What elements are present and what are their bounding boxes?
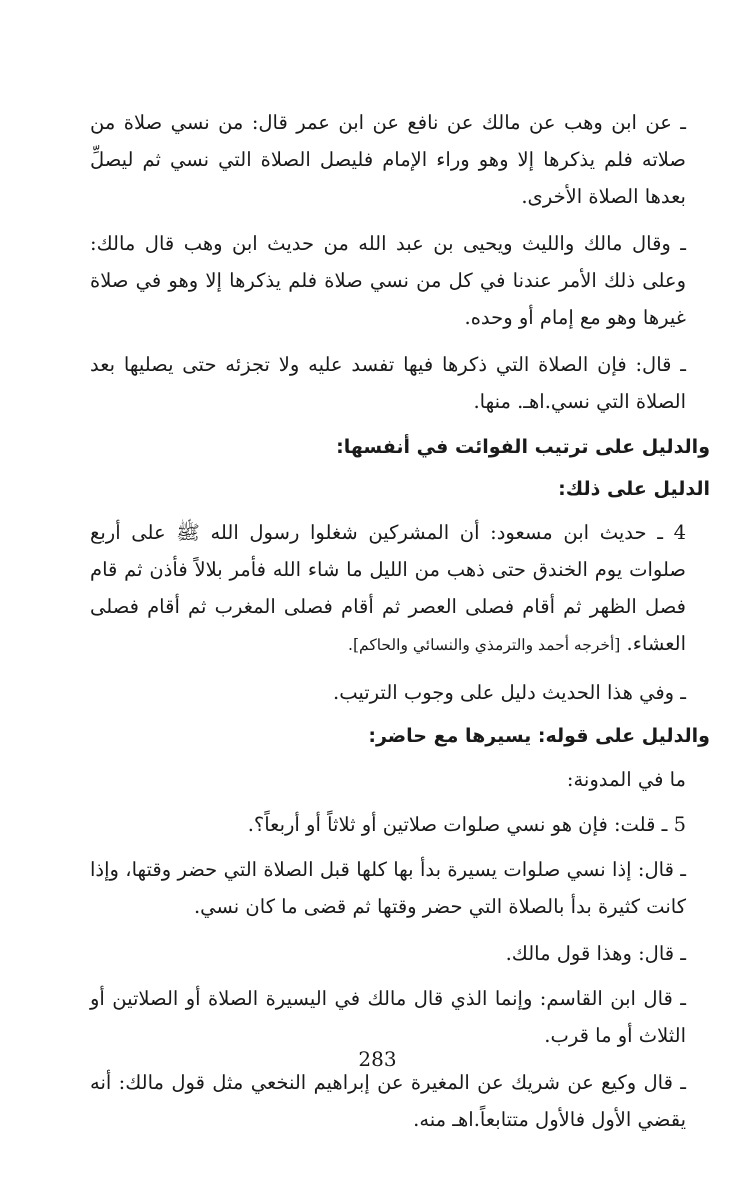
paragraph-order-obligation: ـ وفي هذا الحديث دليل على وجوب الترتيب. xyxy=(333,681,686,704)
hadith-text: 4 ـ حديث ابن مسعود: أن المشركين شغلوا رسول الله ﷺ على أربع صلوات يوم الخندق حتى ذهب من الليل ما شاء الله فأمر بلالاً فأذن ثم قام فصل الظهر ثم أقام فصلى العصر ثم أقام فصلى المغرب ثم أقام فصلى العشاء. xyxy=(90,521,686,655)
heading-few-with-present: والدليل على قوله: يسيرها مع حاضر: xyxy=(368,725,710,747)
paragraph-malik-layth: ـ وقال مالك والليث ويحيى بن عبد الله من حديث ابن وهب قال مالك: وعلى ذلك الأمر عندنا في كل من نسي صلاة فلم يذكرها إلا وهو في صلاة غيرها وهو مع إمام أو وحده. xyxy=(90,232,686,329)
paragraph-prayer-invalid: ـ قال: فإن الصلاة التي ذكرها فيها تفسد عليه ولا تجزئه حتى يصليها بعد الصلاة التي نسي.اهـ. منها. xyxy=(90,353,686,413)
paragraph-malik-saying: ـ قال: وهذا قول مالك. xyxy=(505,942,686,965)
paragraph-mudawwana: ما في المدونة: xyxy=(566,768,686,791)
paragraph-ibn-al-qasim: ـ قال ابن القاسم: وإنما الذي قال مالك في اليسيرة الصلاة أو الصلاتين أو الثلاث أو ما قرب. xyxy=(90,987,686,1047)
paragraph-ibn-wahb: ـ عن ابن وهب عن مالك عن نافع عن ابن عمر قال: من نسي صلاة من صلاته فلم يذكرها إلا وهو وراء الإمام فليصل الصلاة التي نسي ثم ليصلِّ بعدها الصلاة الأخرى. xyxy=(90,111,686,208)
heading-order-of-missed-prayers: والدليل على ترتيب الفوائت في أنفسها: xyxy=(336,436,710,458)
heading-evidence: الدليل على ذلك: xyxy=(558,478,710,500)
paragraph-question-5: 5 ـ قلت: فإن هو نسي صلوات صلاتين أو ثلاثاً أو أربعاً؟. xyxy=(247,813,686,836)
document-body xyxy=(90,104,710,1148)
paragraph-answer-few-many: ـ قال: إذا نسي صلوات يسيرة بدأ بها كلها قبل الصلاة التي حضر وقتها، وإذا كانت كثيرة بدأ بالصلاة التي حضر وقتها ثم قضى ما كان نسي. xyxy=(90,858,686,918)
page-number: 283 xyxy=(358,1047,397,1071)
paragraph-ibn-masud-hadith xyxy=(90,514,710,664)
paragraph-waki: ـ قال وكيع عن شريك عن المغيرة عن إبراهيم النخعي مثل قول مالك: أنه يقضي الأول فالأول متتابعاً.اهـ منه. xyxy=(90,1071,686,1131)
hadith-reference: [أخرجه أحمد والترمذي والنسائي والحاكم]. xyxy=(348,636,621,654)
